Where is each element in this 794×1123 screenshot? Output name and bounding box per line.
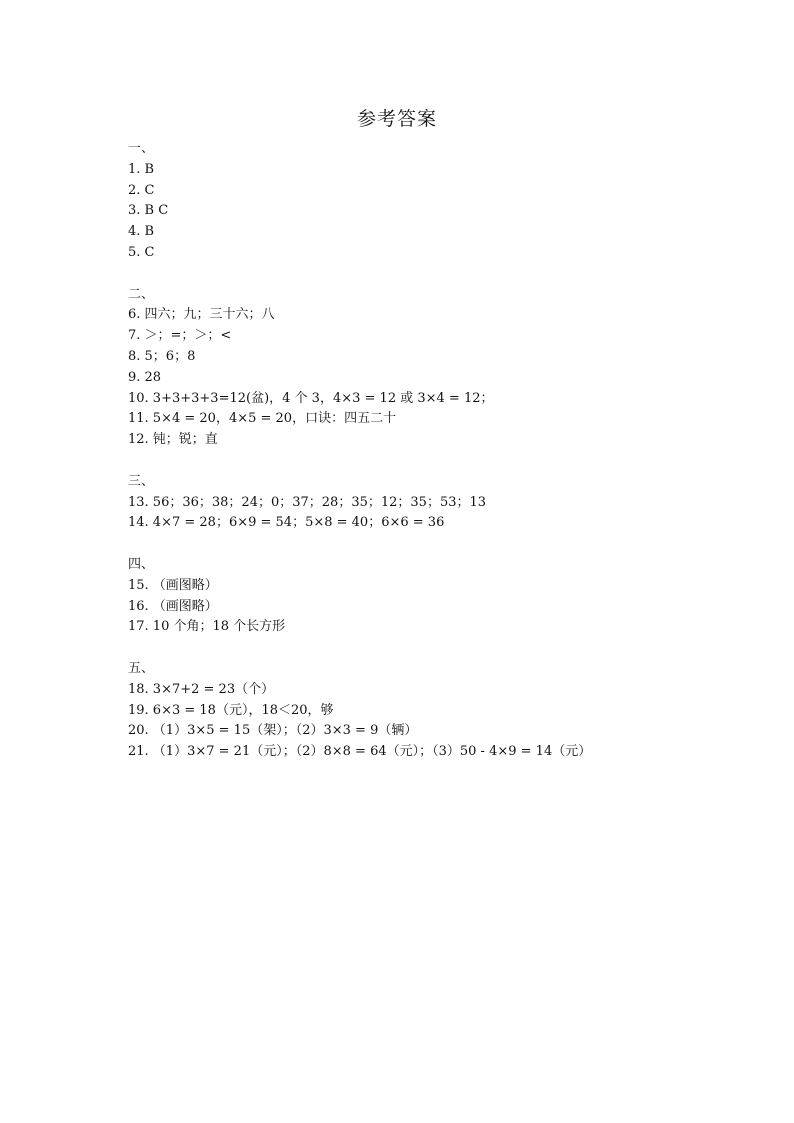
section-heading-1: 一、 (128, 141, 155, 156)
section-spacer (128, 264, 748, 285)
section-heading-3: 三、 (128, 473, 155, 489)
answer-item: 6. 四六；九；三十六；八 (128, 307, 275, 323)
answer-item: 2. C (128, 182, 155, 198)
answer-item: 17. 10 个角；18 个长方形 (128, 619, 286, 635)
answer-item: 1. B (128, 161, 155, 177)
section-spacer (128, 638, 748, 659)
section-spacer (128, 534, 748, 555)
answer-item: 18. 3×7+2 = 23（个） (128, 681, 275, 697)
page-title: 参考答案 (356, 108, 437, 130)
answer-item: 15. （画图略） (128, 577, 218, 593)
answer-item: 13. 56；36；38；24；0；37；28；35；12；35；53；13 (128, 494, 487, 510)
answer-item: 8. 5；6；8 (128, 348, 196, 364)
answer-list (128, 139, 748, 763)
answer-item: 19. 6×3 = 18（元），18＜20，够 (128, 702, 334, 718)
answer-item: 20. （1）3×5 = 15（架）；（2）3×3 = 9（辆） (128, 723, 418, 739)
section-heading-2: 二、 (128, 286, 155, 302)
answer-item: 11. 5×4 = 20，4×5 = 20，口诀：四五二十 (128, 411, 397, 427)
section-spacer (128, 451, 748, 472)
section-heading-4: 四、 (128, 556, 155, 572)
answer-item: 10. 3+3+3+3=12(盆)，4 个 3，4×3 = 12 或 3×4 = 12； (128, 390, 494, 406)
section-heading-5: 五、 (128, 660, 155, 676)
answer-item: 4. B (128, 224, 155, 240)
answer-item: 21. （1）3×7 = 21（元）；（2）8×8 = 64（元）；（3）50 - 4×9 = 14（元） (128, 744, 592, 760)
answer-item: 5. C (128, 244, 155, 260)
answer-item: 14. 4×7 = 28；6×9 = 54；5×8 = 40；6×6 = 36 (128, 515, 445, 531)
answer-item: 12. 钝；锐；直 (128, 432, 218, 448)
answer-item: 16. （画图略） (128, 598, 218, 614)
answer-item: 7. ＞；=；＞；< (128, 328, 232, 344)
answer-item: 9. 28 (128, 369, 162, 385)
answer-item: 3. B C (128, 203, 169, 219)
